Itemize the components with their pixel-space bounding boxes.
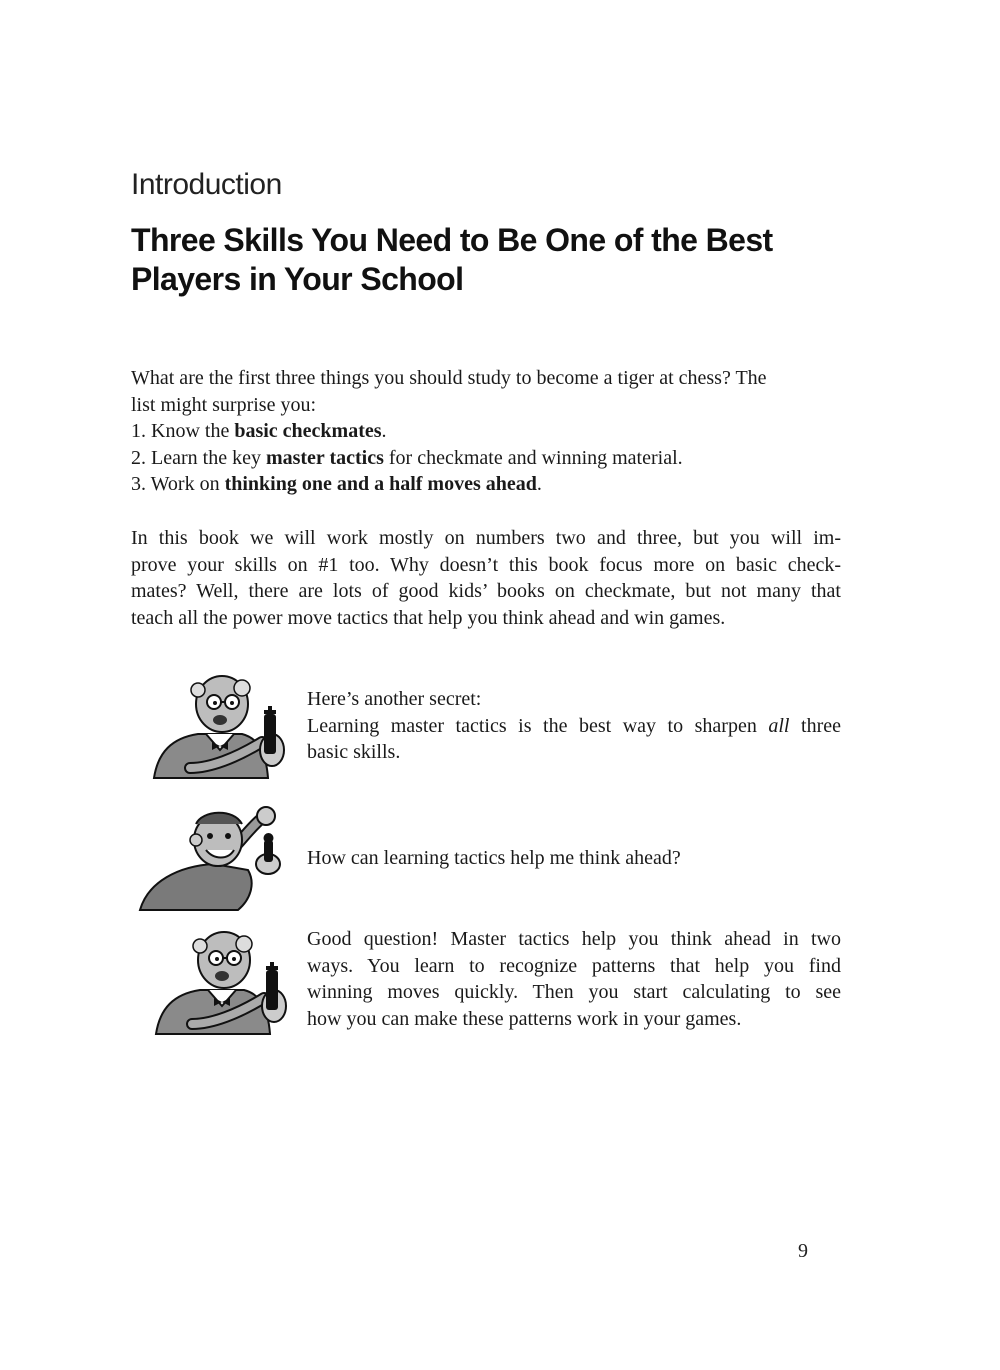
coach-icon [150,672,295,780]
kid-speech [307,845,841,872]
intro-section [131,365,851,498]
title-line-1: Three Skills You Need to Be One of the Best [131,222,773,258]
page-number: 9 [798,1240,808,1262]
bold-term: thinking one and a half moves ahead [224,473,537,495]
kid-illustration [138,806,283,912]
coach-illustration [152,928,297,1036]
chapter-label: Introduction [131,168,282,201]
coach-speech-2 [307,926,841,1032]
paragraph-line: mates? Well, there are lots of good kids’ books on checkmate, but not many that [131,580,841,602]
italic-word: all [768,714,790,737]
list-item: 3. Work on thinking one and a half moves ahead. [131,473,542,495]
intro-line-2: list might surprise you: [131,393,316,416]
speech-line: Learning master tactics is the best way to sharpen all three [307,714,841,737]
kid-icon [138,806,283,912]
speech-line: How can learning tactics help me think ahead? [307,847,681,869]
intro-line-1: What are the first three things you should study to become a tiger at chess? The [131,367,767,389]
bold-term: basic checkmates [234,420,382,442]
title-line-2: Players in Your School [131,261,464,297]
coach-icon [152,928,297,1036]
speech-line: Here’s another secret: [307,688,482,710]
body-paragraph [131,525,841,631]
skills-list [131,418,851,498]
coach-illustration [150,672,295,780]
list-item: 1. Know the basic checkmates. [131,420,387,442]
list-item: 2. Learn the key master tactics for checkmate and winning material. [131,446,683,469]
speech-line: winning moves quickly. Then you start calculating to see [307,981,841,1003]
paragraph-line: prove your skills on #1 too. Why doesn’t this book focus more on basic check- [131,553,841,576]
paragraph-line: In this book we will work mostly on numbers two and three, but you will im- [131,527,841,549]
chapter-title [131,221,851,299]
speech-line: ways. You learn to recognize patterns that help you find [307,954,841,977]
paragraph-line: teach all the power move tactics that help you think ahead and win games. [131,606,726,629]
bold-term: master tactics [265,446,384,469]
speech-line: Good question! Master tactics help you think ahead in two [307,928,841,950]
speech-line: how you can make these patterns work in your games. [307,1007,742,1030]
speech-line: basic skills. [307,741,401,763]
coach-speech-1 [307,686,841,766]
